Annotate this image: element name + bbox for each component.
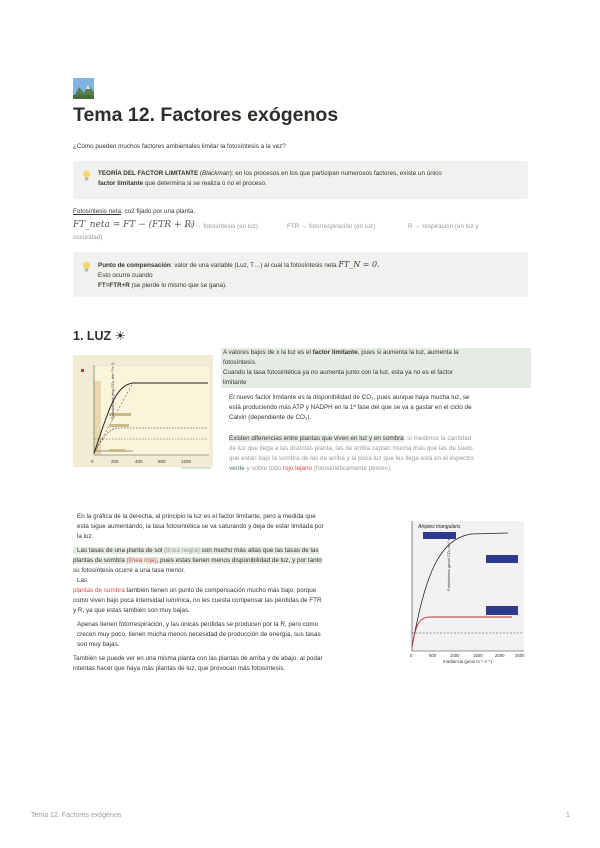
p4-mid: y sobre todo	[244, 465, 283, 472]
b1a: Las tasas de una planta de sol	[77, 547, 165, 554]
p3-line3: Calvin (dependiente de CO₂).	[229, 414, 312, 421]
callout-limiting-factor	[73, 161, 528, 199]
chart2-xtick-3: 1500	[473, 653, 483, 658]
chart1-xtick-3: 800	[158, 459, 166, 464]
a2: esta sigue aumentando, la tasa fotosintética se va saturando y deja de estar limitada por	[77, 523, 324, 530]
chart2-xtick-5: 2500	[515, 653, 525, 658]
net-r2: oscuridad)	[73, 234, 103, 241]
light-response-chart-1-svg	[73, 355, 213, 470]
net-ft: FT → fotosíntesis (en luz)	[186, 223, 258, 230]
p4-rest: : si medimos la cantidad	[403, 435, 472, 442]
p1-bold: factor limitante	[312, 349, 358, 356]
callout2-term: Punto de compensación	[98, 262, 171, 269]
para-a	[73, 512, 383, 542]
intro-question: ¿Cómo pueden muchos factores ambientales limitar la fotosíntesis a la vez?	[73, 143, 286, 150]
chart2-xlabel: Irradiancia (μmol m⁻² s⁻¹)	[443, 659, 493, 664]
chart1-xtick-2: 400	[135, 459, 143, 464]
chart1-ylabel: Fotosíntesis (mg CO₂ dm⁻² h⁻¹)	[110, 362, 115, 419]
callout2-formula: FT_N = 0.	[338, 260, 380, 269]
chart1-xtick-0: 0	[91, 459, 94, 464]
page-title: Tema 12. Factores exógenos	[73, 104, 339, 126]
callout-limiting-factor-text: TEORÍA DEL FACTOR LIMITANTE (Blackman): en los procesos en los que participan numerosos factores, existe un único factor limitante que determina si se realiza o no el proceso.	[98, 170, 442, 187]
b1c: son mucho más altas que las tasas de las	[199, 547, 319, 554]
b3: su fotosíntesis ocurre a una tasa menor.	[73, 567, 186, 574]
e2: intentas hacer que haya más plantas de luz, que provocan más fotosíntesis.	[73, 665, 286, 672]
sun-shade-explanation-block	[73, 512, 383, 674]
callout-term: TEORÍA DEL FACTOR LIMITANTE	[98, 170, 199, 177]
a3: la luz.	[77, 533, 94, 540]
e1: También se puede ver en una misma planta con las plantas de arriba y de abajo. al podar	[73, 655, 323, 662]
p4-line2: de luz que llega a las distintas planta, las de arriba captan mucha más que las de suelo,	[229, 445, 475, 452]
para-e	[73, 654, 383, 674]
p4-line3: que están bajo la sombra de las de arriba y la poca luz que les llega está en el espectro	[229, 455, 474, 462]
b1b: (línea negra)	[164, 547, 200, 554]
co2-paragraph	[221, 393, 531, 423]
chart1-xtick-4: 1200	[181, 459, 192, 464]
b2a: plantas de sombra	[73, 557, 127, 564]
footer-title: Tema 12. Factores exógenos	[31, 812, 122, 819]
light-response-chart-2	[393, 517, 528, 665]
footer-page-number: 1	[566, 812, 570, 819]
lightbulb-icon	[82, 170, 91, 182]
p3-line1: El nuevo factor limitante es la disponibilidad de CO₂, pues aunque haya mucha luz, se	[229, 394, 470, 401]
callout-compensation-point	[73, 252, 528, 297]
callout-text1: ): en los procesos en los que participan numerosos factores, existe un único	[229, 170, 442, 177]
p1-line2: fotosíntesis.	[223, 359, 257, 366]
p1-end: , pues si aumenta la luz, aumenta la	[357, 349, 459, 356]
para-b	[73, 546, 383, 576]
p4-highlight: Existen diferencias entre plantas que viven en luz y en sombra	[229, 435, 404, 442]
para-c	[73, 576, 383, 616]
c1b: también tienen un punto de compensación mucho más bajo, porque	[124, 587, 317, 594]
p2-line2: limitante	[223, 379, 247, 386]
p4-red: rojo lejano	[282, 465, 312, 472]
chart1-xtick-1: 200	[111, 459, 119, 464]
luz-highlight-paragraph	[221, 348, 531, 388]
c2: como viven bajo poca intensidad lumínica, no les cuesta compensar las pérdidas de FTR	[73, 597, 322, 604]
d3: son muy bajas.	[77, 641, 120, 648]
para-d	[73, 620, 383, 650]
p1-text: A valores bajos de x la luz es el	[223, 349, 311, 356]
p3-line2: está produciendo más ATP y NADPH en la 1ª fase del que se va a gastar en el ciclo de	[229, 404, 472, 411]
a1: En la gráfica de la derecha, al principio la luz es el factor limitante, pero a medida que	[77, 513, 316, 520]
page-icon	[73, 78, 94, 99]
chart2-xtick-4: 2000	[495, 653, 505, 658]
chart2-xtick-0: 0	[410, 653, 413, 658]
callout-author: Blackman	[202, 170, 230, 177]
sun-shade-paragraph	[221, 434, 531, 474]
chart2-xtick-1: 500	[429, 653, 437, 658]
net-r: R → respiración (en luz y	[408, 223, 479, 230]
net-photosynthesis-line	[73, 207, 195, 217]
callout-text2: que determina si se realiza o no el proceso.	[143, 180, 267, 187]
b2c: , pues estas tienen menos disponibilidad de luz, y por tanto	[156, 557, 322, 564]
chart2-legend: Atriplex triangularis	[418, 524, 461, 530]
net-ftr: FTR → fotorrespiración (en luz)	[287, 223, 376, 230]
callout2-line2: Esto ocurre cuando	[98, 272, 153, 279]
callout-bold2: factor limitante	[98, 180, 144, 187]
callout-compensation-text	[98, 260, 380, 291]
p4-green: verde	[229, 465, 245, 472]
callout2-line3-bold: FT=FTR+R	[98, 282, 130, 289]
p2-text: Cuando la tasa fotosintética ya no aumenta junto con la luz, esta ya no es el factor	[223, 369, 453, 376]
net-formula: FT_neta = FT − (FTR + R)	[73, 220, 195, 230]
b2b: (línea roja)	[126, 557, 157, 564]
luz-explanation-block	[221, 348, 531, 474]
net-label: Fotosíntesis neta	[73, 208, 121, 215]
light-response-chart-1	[73, 355, 213, 470]
c0: Las	[77, 577, 88, 584]
lightbulb-icon	[82, 261, 91, 273]
d1: Apenas tienen fotorrespiración, y las únicas pérdidas se producen por la R, pero como	[77, 621, 319, 628]
light-response-chart-2-svg	[393, 517, 528, 665]
callout2-text: : valor de una variable (Luz, T…) al cual la fotosíntesis neta	[170, 262, 337, 269]
section-heading-luz: 1. LUZ ☀	[73, 329, 126, 343]
c1a: plantas de sombra	[73, 587, 125, 594]
chart2-ylabel: Fotosíntesis (μmol CO₂ m⁻² s⁻¹)	[446, 533, 451, 591]
net-desc: : co2 fijado por una planta.	[120, 208, 196, 215]
chart2-xtick-2: 1000	[450, 653, 460, 658]
c3: y R, ya que estas también son muy bajas.	[73, 607, 190, 614]
callout2-line3: (se pierde lo mismo que se gana).	[129, 282, 227, 289]
d2: crecen muy poco, tienen mucha menos necesidad de producción de energía, sus tasas	[77, 631, 321, 638]
p4-end: (fotosintéticamente peores).	[311, 465, 392, 472]
